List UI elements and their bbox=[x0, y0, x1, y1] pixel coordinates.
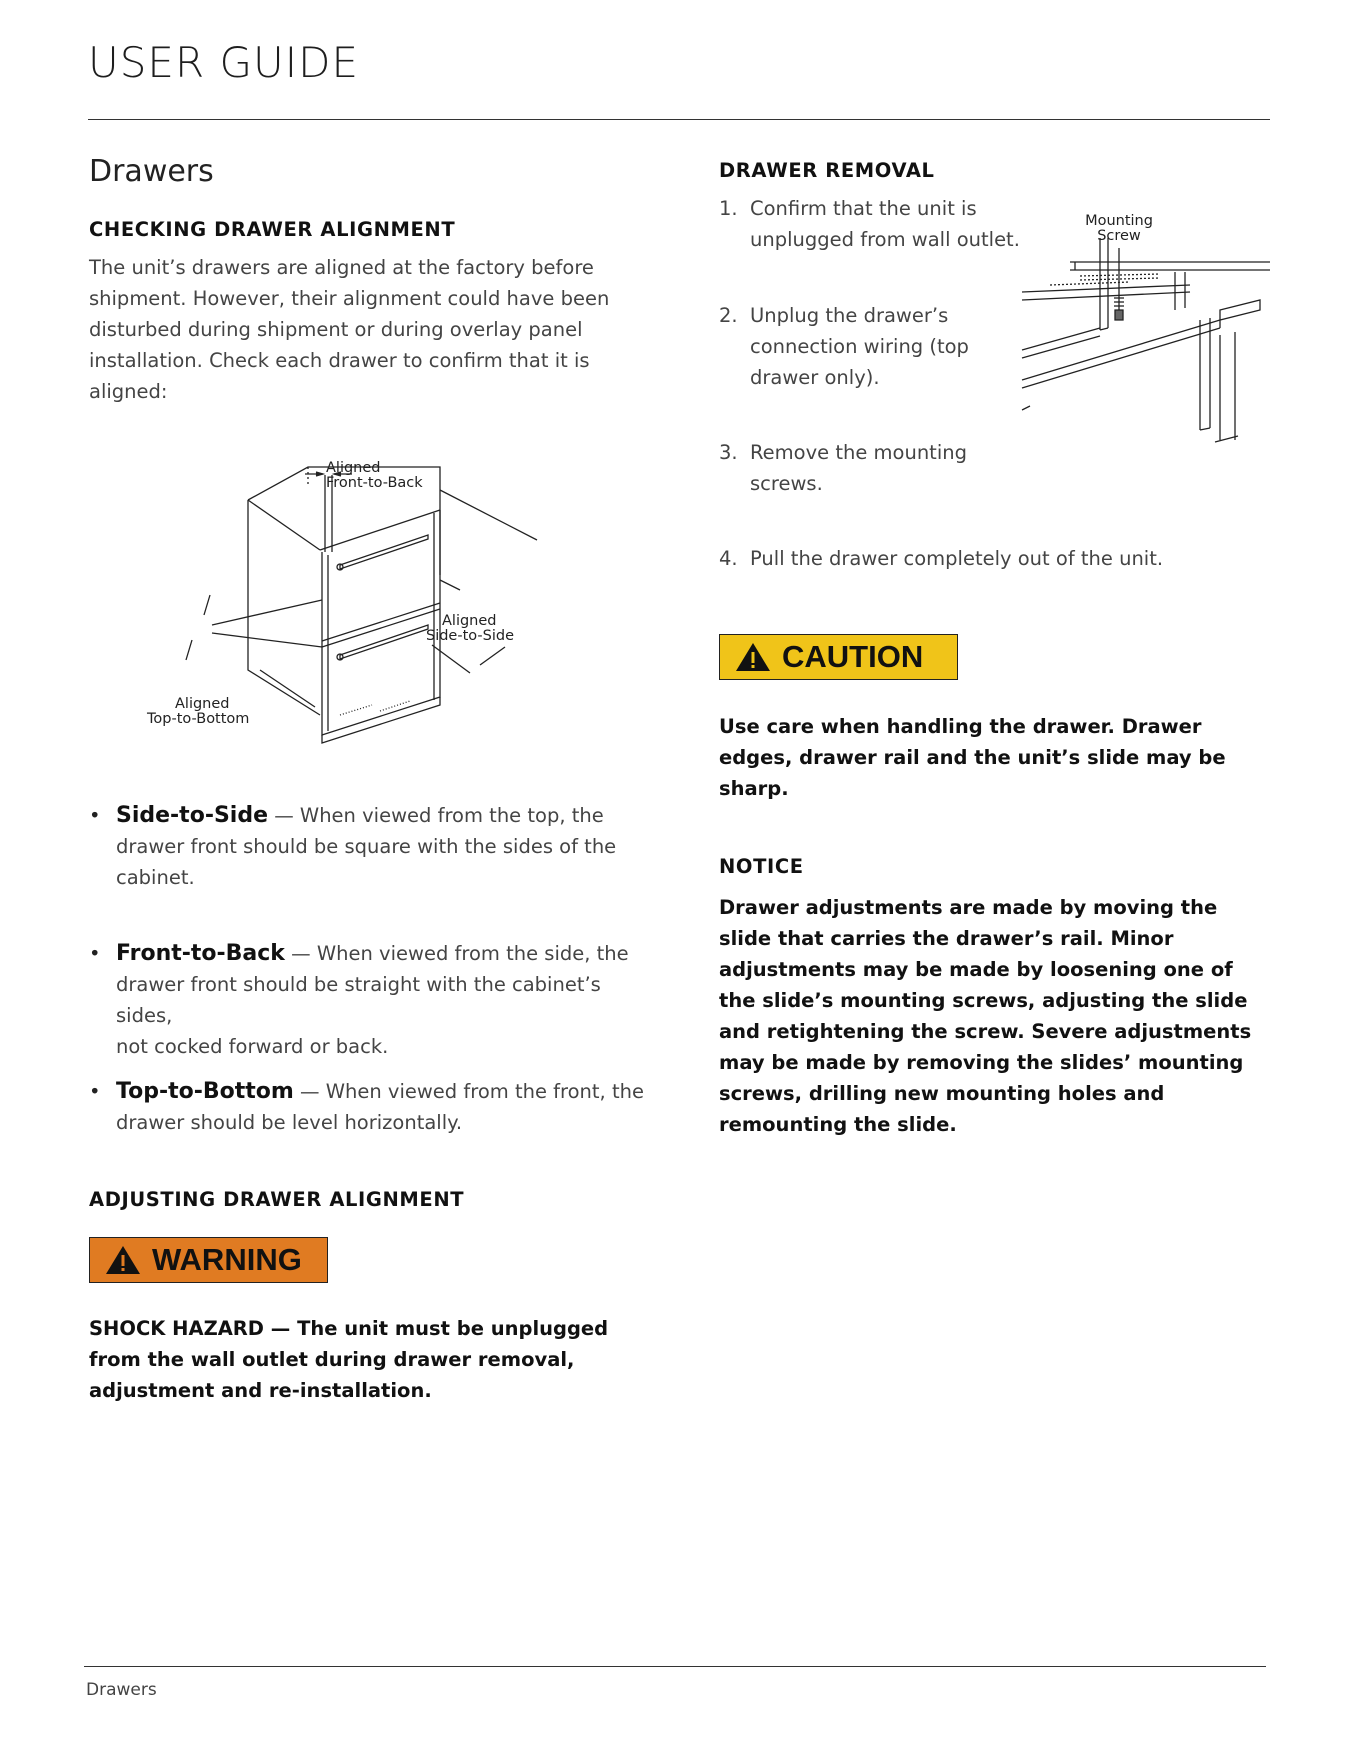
step-text: Pull the drawer completely out of the unit. bbox=[750, 547, 1164, 570]
step-text: Unplug the drawer’s bbox=[750, 304, 949, 327]
page-title: USER GUIDE bbox=[88, 38, 360, 87]
text-line: Use care when handling the drawer. Drawer bbox=[719, 715, 1202, 738]
bullet-text: When viewed from the front, the bbox=[325, 1080, 644, 1103]
text-line: remounting the slide. bbox=[719, 1113, 957, 1136]
bullet-text: not cocked forward or back. bbox=[116, 1035, 389, 1058]
step-text: Confirm that the unit is bbox=[750, 197, 977, 220]
shock-hazard-text bbox=[89, 1313, 689, 1406]
label-mounting: Mounting bbox=[1085, 213, 1153, 229]
text-line: aligned: bbox=[89, 380, 168, 403]
text-line: disturbed during shipment or during overlay panel bbox=[89, 318, 583, 341]
text-line: may be made by removing the slides’ mounting bbox=[719, 1051, 1244, 1074]
bullet-text: drawer front should be straight with the cabinet’s sides, bbox=[116, 973, 601, 1027]
label-aligned-ftb-2: Front-to-Back bbox=[326, 475, 423, 491]
checking-paragraph bbox=[89, 252, 649, 407]
label-screw: Screw bbox=[1097, 228, 1141, 244]
warning-badge bbox=[89, 1237, 328, 1283]
label-aligned-ttb-1: Aligned bbox=[175, 696, 230, 712]
header-rule bbox=[88, 119, 1270, 120]
section-title: Drawers bbox=[89, 154, 214, 189]
text-line: screws, drilling new mounting holes and bbox=[719, 1082, 1165, 1105]
drawer-removal-heading: DRAWER REMOVAL bbox=[719, 159, 935, 182]
label-aligned-sts-1: Aligned bbox=[442, 613, 497, 629]
bullet-term: Top-to-Bottom bbox=[116, 1079, 294, 1104]
step-text: screws. bbox=[750, 472, 823, 495]
bullet-text: When viewed from the side, the bbox=[316, 942, 629, 965]
step-text: Remove the mounting bbox=[750, 441, 967, 464]
step-text: unplugged from wall outlet. bbox=[750, 228, 1020, 251]
bullet-separator: — bbox=[293, 1080, 326, 1103]
caution-text bbox=[719, 711, 1279, 804]
text-line: The unit’s drawers are aligned at the factory before bbox=[89, 256, 594, 279]
bullet-text: When viewed from the top, the bbox=[299, 804, 604, 827]
warning-icon bbox=[104, 1244, 142, 1276]
step-number: 1. bbox=[719, 197, 738, 220]
text-line: edges, drawer rail and the unit’s slide may be bbox=[719, 746, 1226, 769]
bullet-separator: — bbox=[284, 942, 317, 965]
text-line: slide that carries the drawer’s rail. Minor bbox=[719, 927, 1174, 950]
warning-icon bbox=[734, 641, 772, 673]
warning-label: WARNING bbox=[152, 1242, 302, 1277]
notice-heading: NOTICE bbox=[719, 855, 804, 878]
step-text: drawer only). bbox=[750, 366, 880, 389]
label-aligned-ttb-2: Top-to-Bottom bbox=[147, 711, 250, 727]
text-line: from the wall outlet during drawer removal, bbox=[89, 1348, 575, 1371]
notice-text bbox=[719, 892, 1279, 1140]
bullet-text: cabinet. bbox=[116, 866, 195, 889]
step-text: connection wiring (top bbox=[750, 335, 969, 358]
bullet-side-to-side bbox=[89, 800, 649, 893]
bullet-dot: • bbox=[89, 942, 101, 965]
text-line: Drawer adjustments are made by moving the bbox=[719, 896, 1218, 919]
bullet-text: drawer front should be square with the sides of the bbox=[116, 835, 617, 858]
drawer-alignment-figure bbox=[140, 415, 620, 745]
footer-section-label: Drawers bbox=[86, 1680, 157, 1700]
adjusting-heading: ADJUSTING DRAWER ALIGNMENT bbox=[89, 1188, 465, 1211]
footer-rule bbox=[84, 1666, 1266, 1667]
step-number: 4. bbox=[719, 547, 738, 570]
step-1 bbox=[719, 193, 1020, 255]
bullet-front-to-back bbox=[89, 938, 649, 1062]
caution-label: CAUTION bbox=[782, 639, 924, 674]
bullet-term: Front-to-Back bbox=[116, 941, 285, 966]
text-line: sharp. bbox=[719, 777, 789, 800]
text-line: adjustment and re-installation. bbox=[89, 1379, 432, 1402]
bullet-text: drawer should be level horizontally. bbox=[116, 1111, 463, 1134]
text-line: the slide’s mounting screws, adjusting the slide bbox=[719, 989, 1248, 1012]
text-line: shipment. However, their alignment could have been bbox=[89, 287, 610, 310]
label-aligned-ftb-1: Aligned bbox=[326, 460, 381, 476]
caution-badge bbox=[719, 634, 958, 680]
bullet-separator: — bbox=[268, 804, 300, 827]
bullet-top-to-bottom bbox=[89, 1076, 649, 1138]
text-line: SHOCK HAZARD — The unit must be unplugged bbox=[89, 1317, 609, 1340]
bullet-dot: • bbox=[89, 804, 101, 827]
text-line: adjustments may be made by loosening one of bbox=[719, 958, 1233, 981]
text-line: installation. Check each drawer to confirm that it is bbox=[89, 349, 590, 372]
step-number: 2. bbox=[719, 304, 738, 327]
bullet-dot: • bbox=[89, 1080, 101, 1103]
step-3 bbox=[719, 437, 967, 499]
step-2 bbox=[719, 300, 969, 393]
step-number: 3. bbox=[719, 441, 738, 464]
label-aligned-sts-2: Side-to-Side bbox=[426, 628, 515, 644]
bullet-term: Side-to-Side bbox=[116, 803, 269, 828]
text-line: and retightening the screw. Severe adjustments bbox=[719, 1020, 1252, 1043]
step-4 bbox=[719, 543, 1163, 574]
mounting-screw-figure bbox=[1020, 210, 1280, 450]
checking-heading: CHECKING DRAWER ALIGNMENT bbox=[89, 218, 456, 241]
